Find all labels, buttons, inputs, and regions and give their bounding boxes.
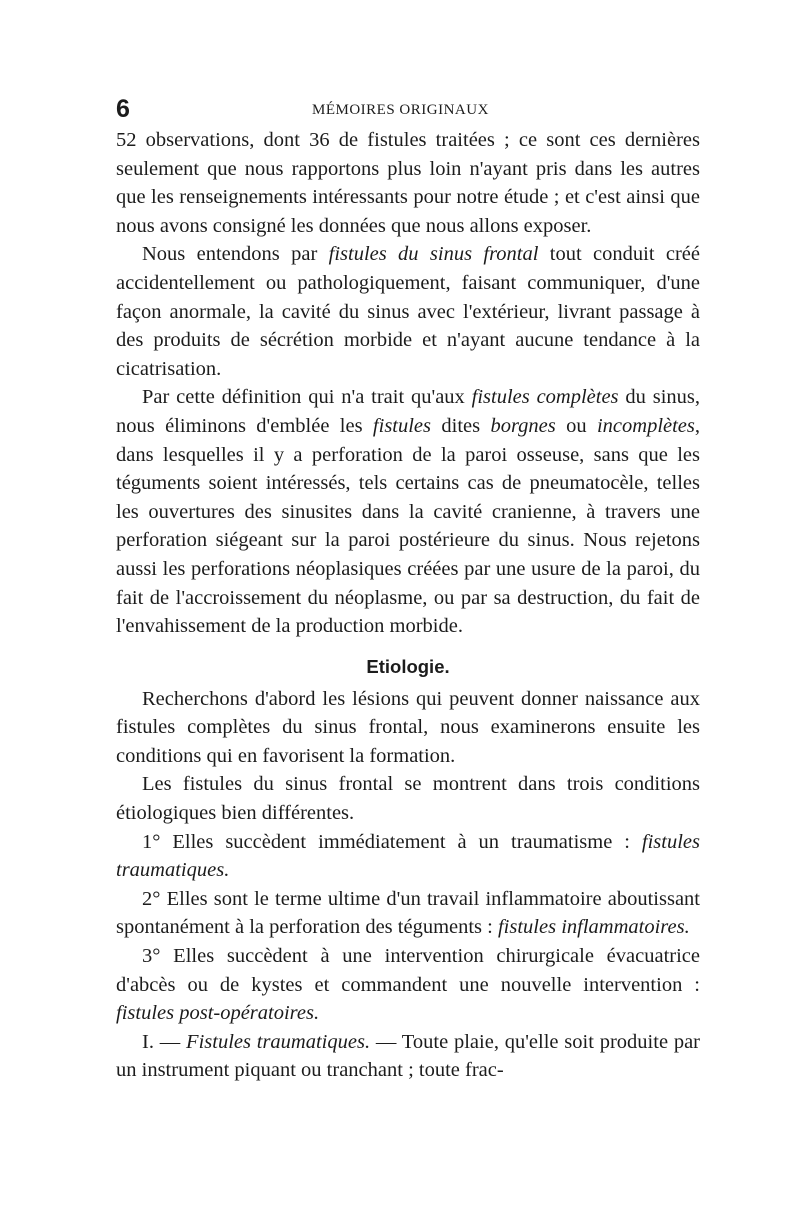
italic-term: fistules du sinus frontal [328, 243, 539, 266]
text-run: ou [555, 414, 597, 437]
paragraph-condition-3 [116, 942, 700, 1028]
italic-term: incomplètes [596, 414, 695, 437]
italic-term: fistules [372, 414, 432, 437]
paragraph-traumatic [116, 1028, 700, 1085]
running-head [116, 94, 700, 124]
italic-term: fistules post-opératoires. [116, 1002, 320, 1025]
text-run: 3° Elles succèdent à une intervention chirurgicale évacuatrice d'abcès ou de kystes et commandent une nouvelle intervention : [116, 945, 700, 996]
text-run: du sinus, nous éliminons d'emblée les [116, 386, 701, 437]
page-number: 6 [116, 95, 130, 123]
text-run: Par cette définition qui n'a trait qu'aux [142, 386, 472, 409]
text-run: tout conduit créé accidentellement ou pathologiquement, faisant communiquer, d'une façon anormale, la cavité du sinus avec l'extérieur, livrant passage à des produits de sécrétion morbide et n'ayant aucune tendance à la cicatrisation. [116, 243, 700, 380]
italic-term: fistules traumatiques. [116, 830, 700, 882]
page [116, 94, 700, 1085]
paragraph-definition [116, 240, 700, 383]
italic-term: fistules inflammatoires. [497, 916, 690, 939]
italic-term: fistules complètes [471, 386, 619, 409]
text-run: 2° Elles sont le terme ultime d'un travail inflammatoire aboutissant spontanément à la perforation des téguments : [116, 887, 700, 939]
text-run: , dans lesquelles il y a perforation de la paroi osseuse, sans que les téguments soient intéressés, tels certains cas de pneumatocèle, telles les ouvertures des sinusites dans la cavité cranienne, à travers une perforation siégeant sur la paroi postérieure du sinus. Nous rejetons aussi les perforations néoplasiques créées par une usure de la paroi, du fait de l'accroissement du néoplasme, ou par sa destruction, du fait de l'envahissement de la production morbide. [116, 414, 701, 638]
italic-term: borgnes [490, 414, 556, 437]
text-run: I. — [142, 1030, 187, 1053]
text-run: dites [431, 414, 491, 437]
italic-term: Fistules traumatiques. [186, 1030, 371, 1053]
paragraph-condition-1 [116, 828, 700, 885]
paragraph-condition-2 [116, 885, 700, 942]
paragraph-lesions: Recherchons d'abord les lésions qui peuvent donner naissance aux fistules complètes du sinus frontal, nous examinerons ensuite les conditions qui en favorisent la formation. [116, 687, 700, 767]
paragraph-conditions: Les fistules du sinus frontal se montrent dans trois conditions étiologiques bien différentes. [116, 773, 700, 825]
paragraph-observations: 52 observations, dont 36 de fistules traitées ; ce sont ces dernières seulement que nous rapportons plus loin n'ayant pris dans les autres que les renseignements intéressants pour notre étude ; et c'est ainsi que nous avons consigné les données que nous allons exposer. [116, 129, 700, 237]
section-heading: Etiologie. [366, 655, 450, 677]
body-text [116, 126, 700, 1085]
text-run: 1° Elles succèdent immédiatement à un traumatisme : [142, 830, 642, 853]
text-run: — Toute plaie, qu'elle soit produite par un instrument piquant ou tranchant ; toute frac- [116, 1030, 701, 1082]
running-title: MÉMOIRES ORIGINAUX [312, 102, 489, 118]
paragraph-exclusions [116, 383, 700, 640]
text-run: Nous entendons par [142, 243, 329, 266]
